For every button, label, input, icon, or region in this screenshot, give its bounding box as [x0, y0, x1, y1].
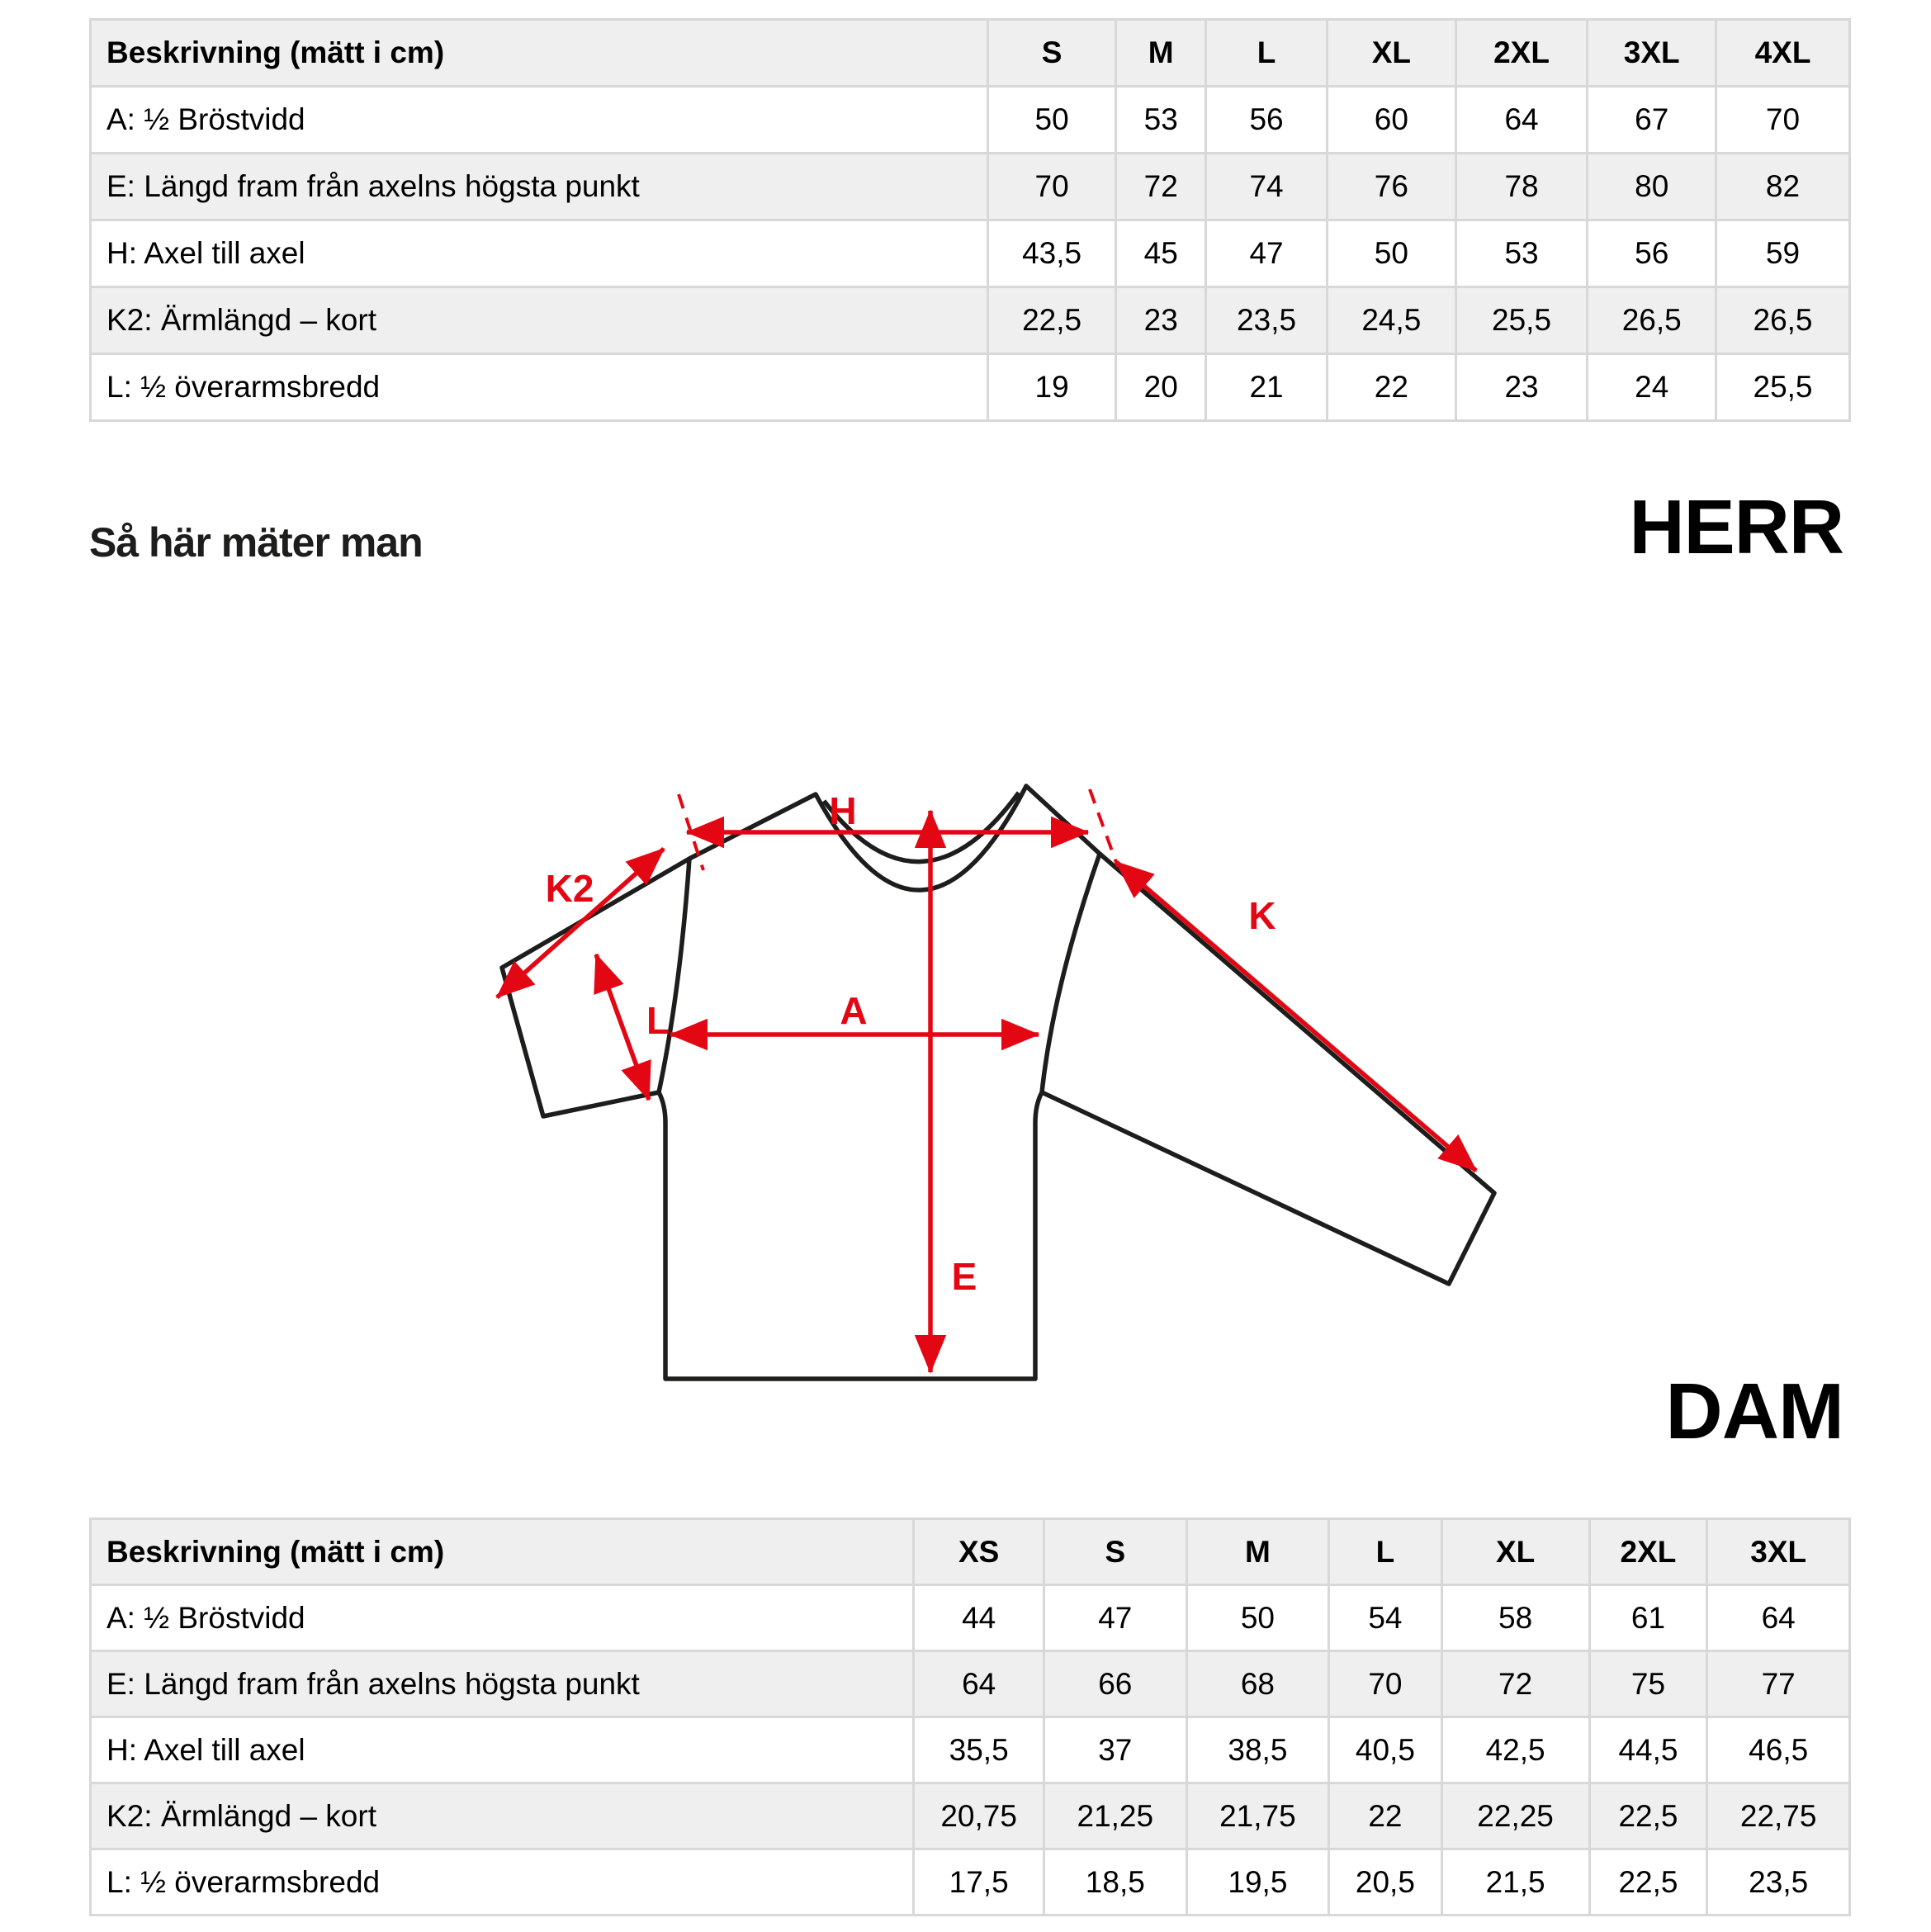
diagram-label-k2: K2: [545, 867, 594, 910]
measurement-value: 44,5: [1589, 1717, 1707, 1783]
measurement-value: 22,5: [1589, 1849, 1707, 1915]
measurement-value: 20,75: [914, 1783, 1044, 1849]
measurement-row: [91, 87, 1850, 154]
measurement-value: 26,5: [1588, 287, 1716, 354]
measurement-row: [91, 1651, 1850, 1717]
measurement-value: 22,5: [1589, 1783, 1707, 1849]
measurement-value: 64: [1707, 1585, 1850, 1651]
measurement-label: K2: Ärmlängd – kort: [91, 287, 988, 354]
measurement-value: 74: [1206, 154, 1328, 220]
measurement-value: 66: [1044, 1651, 1187, 1717]
how-to-measure-heading: Så här mäter man: [89, 519, 423, 566]
measurement-row: [91, 1849, 1850, 1915]
men-table-header-row: [91, 20, 1850, 87]
measurement-value: 20: [1116, 354, 1206, 421]
measurement-row: [91, 220, 1850, 287]
measurement-label: L: ½ överarmsbredd: [91, 1849, 914, 1915]
measurement-value: 19: [987, 354, 1116, 421]
measurement-value: 22: [1328, 354, 1456, 421]
measurement-value: 75: [1589, 1651, 1707, 1717]
column-header-size: 3XL: [1588, 20, 1716, 87]
column-header-size: XS: [914, 1519, 1044, 1585]
measurement-value: 18,5: [1044, 1849, 1187, 1915]
measurement-value: 70: [1329, 1651, 1441, 1717]
measurement-value: 53: [1116, 87, 1206, 154]
column-header-size: S: [987, 20, 1116, 87]
measurement-value: 38,5: [1186, 1717, 1329, 1783]
measurement-value: 72: [1116, 154, 1206, 220]
measurement-value: 19,5: [1186, 1849, 1329, 1915]
measurement-value: 72: [1441, 1651, 1589, 1717]
measurement-value: 80: [1588, 154, 1716, 220]
measurement-value: 43,5: [987, 220, 1116, 287]
measurement-row: [91, 354, 1850, 421]
column-header-size: M: [1186, 1519, 1329, 1585]
measurement-value: 54: [1329, 1585, 1441, 1651]
shirt-outline: [502, 786, 1494, 1379]
measurement-row: [91, 1585, 1850, 1651]
measurement-value: 23,5: [1206, 287, 1328, 354]
measurement-label: H: Axel till axel: [91, 220, 988, 287]
measurement-value: 42,5: [1441, 1717, 1589, 1783]
diagram-label-l: L: [646, 999, 670, 1042]
measurement-value: 59: [1716, 220, 1850, 287]
measurement-value: 67: [1588, 87, 1716, 154]
women-size-table: [89, 1518, 1851, 1916]
measurement-row: [91, 287, 1850, 354]
diagram-label-e: E: [951, 1255, 977, 1298]
women-table-header-row: [91, 1519, 1850, 1585]
measurement-value: 20,5: [1329, 1849, 1441, 1915]
measurement-value: 23: [1116, 287, 1206, 354]
column-header-description: Beskrivning (mätt i cm): [91, 1519, 914, 1585]
measurement-row: [91, 1783, 1850, 1849]
diagram-label-a: A: [840, 989, 868, 1032]
column-header-size: XL: [1328, 20, 1456, 87]
measurement-row: [91, 1717, 1850, 1783]
measurement-value: 22: [1329, 1783, 1441, 1849]
measurement-value: 21,75: [1186, 1783, 1329, 1849]
measurement-value: 61: [1589, 1585, 1707, 1651]
measurement-label: H: Axel till axel: [91, 1717, 914, 1783]
measurement-value: 22,5: [987, 287, 1116, 354]
column-header-description: Beskrivning (mätt i cm): [91, 20, 988, 87]
measurement-value: 60: [1328, 87, 1456, 154]
column-header-size: 4XL: [1716, 20, 1850, 87]
measurement-row: [91, 154, 1850, 220]
measurement-value: 50: [1328, 220, 1456, 287]
measurement-label: A: ½ Bröstvidd: [91, 87, 988, 154]
men-size-table: [89, 18, 1851, 422]
column-header-size: XL: [1441, 1519, 1589, 1585]
column-header-size: L: [1329, 1519, 1441, 1585]
measurement-value: 40,5: [1329, 1717, 1441, 1783]
measurement-value: 22,75: [1707, 1783, 1850, 1849]
measurement-value: 21,5: [1441, 1849, 1589, 1915]
column-header-size: M: [1116, 20, 1206, 87]
measurement-value: 47: [1044, 1585, 1187, 1651]
diagram-label-k: K: [1248, 894, 1276, 937]
measurement-value: 47: [1206, 220, 1328, 287]
measurement-value: 78: [1455, 154, 1588, 220]
measurement-value: 76: [1328, 154, 1456, 220]
column-header-size: L: [1206, 20, 1328, 87]
measurement-value: 68: [1186, 1651, 1329, 1717]
measurement-value: 17,5: [914, 1849, 1044, 1915]
measurement-value: 77: [1707, 1651, 1850, 1717]
measurement-value: 26,5: [1716, 287, 1850, 354]
measurement-value: 22,25: [1441, 1783, 1589, 1849]
measurement-value: 64: [914, 1651, 1044, 1717]
measurement-value: 35,5: [914, 1717, 1044, 1783]
measurement-label: K2: Ärmlängd – kort: [91, 1783, 914, 1849]
women-section-label: DAM: [1665, 1367, 1843, 1456]
measurement-label: E: Längd fram från axelns högsta punkt: [91, 154, 988, 220]
measurement-value: 24: [1588, 354, 1716, 421]
measurement-value: 82: [1716, 154, 1850, 220]
measurement-value: 37: [1044, 1717, 1187, 1783]
measurement-value: 56: [1588, 220, 1716, 287]
measurement-value: 21,25: [1044, 1783, 1187, 1849]
measurement-value: 44: [914, 1585, 1044, 1651]
measurement-value: 64: [1455, 87, 1588, 154]
measurement-value: 25,5: [1455, 287, 1588, 354]
column-header-size: 3XL: [1707, 1519, 1850, 1585]
measurement-value: 23,5: [1707, 1849, 1850, 1915]
measurement-value: 24,5: [1328, 287, 1456, 354]
measurement-label: L: ½ överarmsbredd: [91, 354, 988, 421]
measurement-value: 45: [1116, 220, 1206, 287]
measurement-value: 50: [987, 87, 1116, 154]
measurement-value: 70: [987, 154, 1116, 220]
measurement-value: 23: [1455, 354, 1588, 421]
measurement-value: 25,5: [1716, 354, 1850, 421]
measurement-value: 50: [1186, 1585, 1329, 1651]
measurement-value: 46,5: [1707, 1717, 1850, 1783]
measurement-value: 56: [1206, 87, 1328, 154]
measurement-value: 53: [1455, 220, 1588, 287]
column-header-size: S: [1044, 1519, 1187, 1585]
measurement-label: E: Längd fram från axelns högsta punkt: [91, 1651, 914, 1717]
measurement-label: A: ½ Bröstvidd: [91, 1585, 914, 1651]
column-header-size: 2XL: [1589, 1519, 1707, 1585]
diagram-label-h: H: [829, 789, 857, 832]
shirt-measurement-diagram: [462, 776, 1519, 1437]
column-header-size: 2XL: [1455, 20, 1588, 87]
men-section-label: HERR: [1629, 484, 1843, 570]
measurement-value: 58: [1441, 1585, 1589, 1651]
measurement-value: 70: [1716, 87, 1850, 154]
measurement-value: 21: [1206, 354, 1328, 421]
